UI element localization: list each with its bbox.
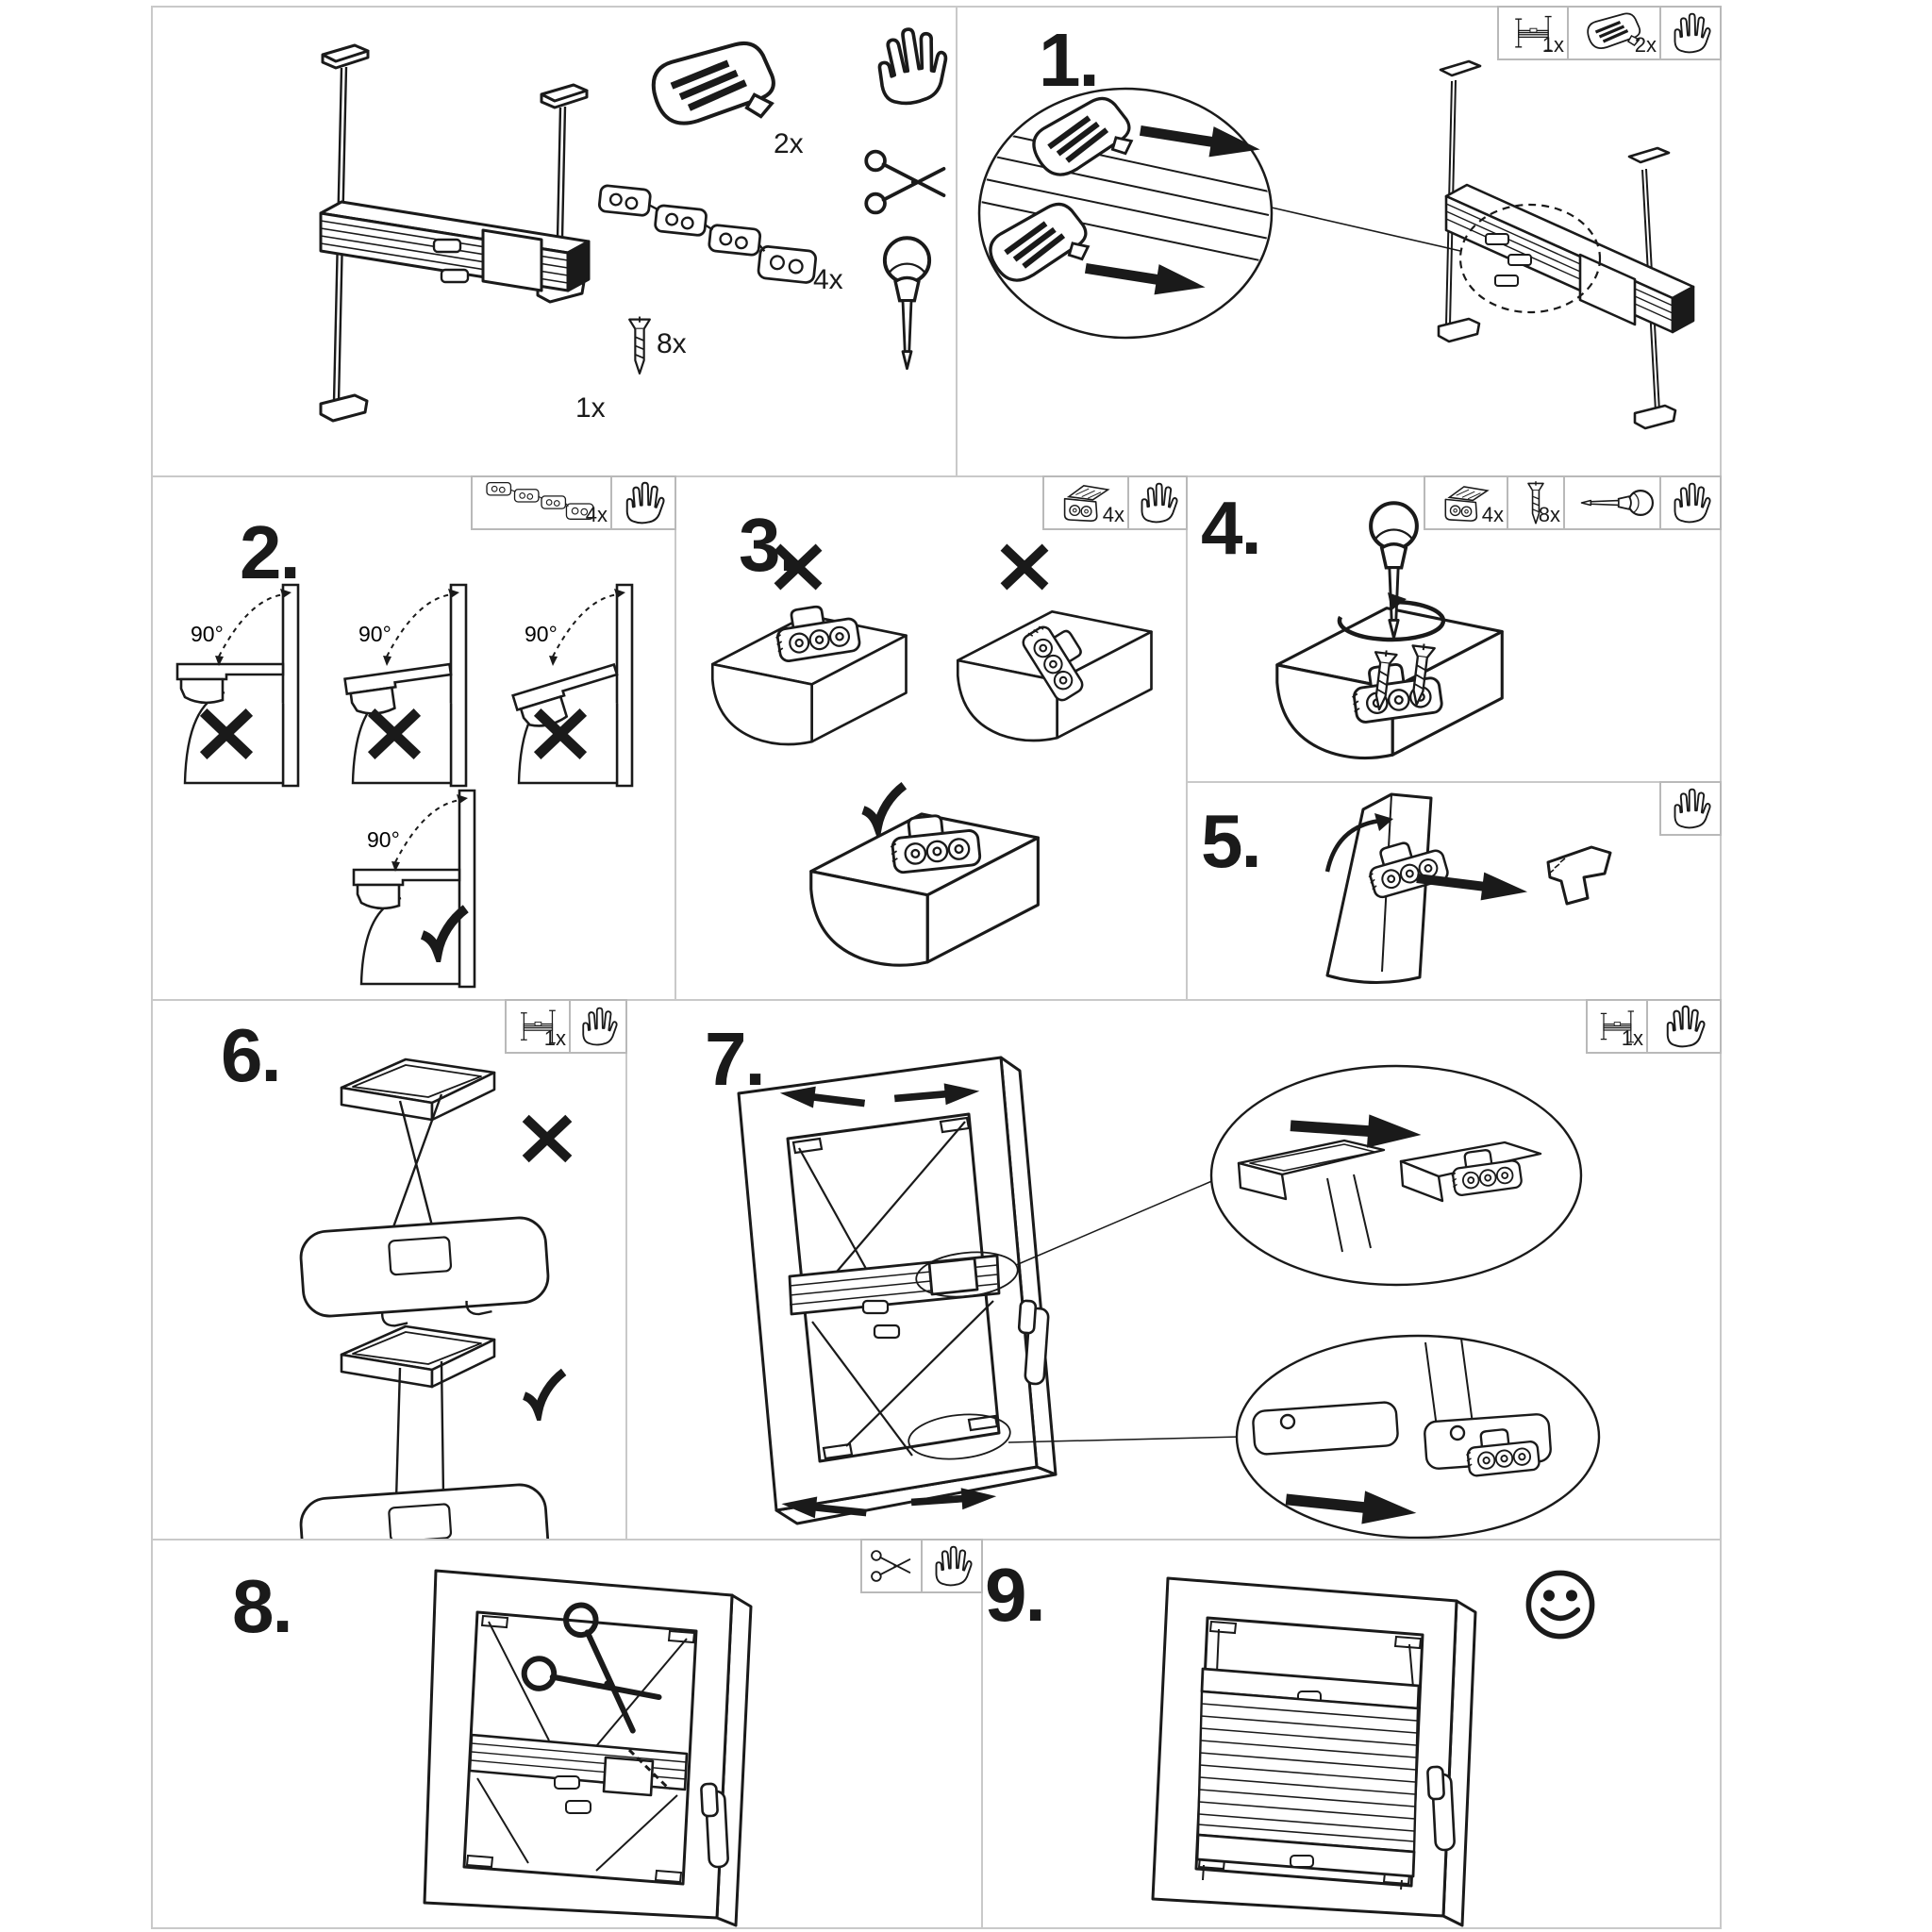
parts-overview-illustration <box>153 8 956 475</box>
angle-label: 90° <box>358 622 391 646</box>
cross-mark <box>525 1118 569 1158</box>
step-3-iconbox <box>1044 475 1188 530</box>
hand-icon <box>1670 482 1711 524</box>
iconbox-cell-hand <box>1659 6 1722 60</box>
iconbox-cell-hand <box>610 475 676 530</box>
headrail-clip-1 <box>434 240 460 252</box>
step-2-illustration <box>153 477 675 999</box>
panel-step-9 <box>981 1539 1722 1929</box>
blind-left-rail-bottom-bracket <box>321 395 367 421</box>
iconbox-cell-hand <box>1659 781 1722 836</box>
step-6-iconbox <box>507 999 627 1054</box>
panel-step-6 <box>151 999 627 1541</box>
panel-step-3 <box>675 475 1188 1001</box>
hand-icon <box>931 1545 973 1587</box>
clamp-count: 2x <box>774 128 804 159</box>
step-8-iconbox <box>862 1539 983 1593</box>
cross-mark <box>1004 547 1045 587</box>
step-7-number: 7. <box>705 1017 764 1101</box>
screwdriver-icon <box>1569 486 1656 520</box>
hand-icon <box>578 1007 618 1046</box>
clip-correct <box>888 811 980 874</box>
step-4-iconbox <box>1425 475 1722 530</box>
clip-strip-icon <box>593 185 821 283</box>
removed-cover <box>1548 847 1610 904</box>
iconbox-cell-clip-strip <box>471 475 612 530</box>
iconbox-cell-screw <box>1507 475 1565 530</box>
step-3-number: 3. <box>739 503 798 587</box>
hand-icon <box>1662 1005 1706 1048</box>
iconbox-cell-hand <box>1127 475 1188 530</box>
screw-icon <box>629 317 650 374</box>
panel-step-5 <box>1186 781 1722 1001</box>
scissors-icon <box>866 152 943 213</box>
headrail-clip-2 <box>441 270 468 282</box>
step6-wrong <box>299 1059 569 1332</box>
blind-count: 1x <box>575 392 606 424</box>
iconbox-cell-blind <box>1586 999 1648 1054</box>
check-mark <box>863 786 904 826</box>
screwdriver-icon <box>885 238 929 368</box>
step2-wrong-1 <box>177 585 298 786</box>
iconbox-cell-hand <box>1646 999 1722 1054</box>
cell-count: 4x <box>585 503 608 526</box>
iconbox-cell-clip <box>1424 475 1508 530</box>
panel-step-2 <box>151 475 676 1001</box>
iconbox-cell-hand <box>569 999 627 1054</box>
step-4-number: 4. <box>1201 486 1260 570</box>
iconbox-cell-screwdriver <box>1563 475 1661 530</box>
iconbox-cell-clip <box>1042 475 1129 530</box>
leader-line <box>1272 208 1460 251</box>
step-8-number: 8. <box>232 1564 291 1648</box>
cell-count: 1x <box>543 1026 566 1050</box>
instruction-sheet <box>151 6 1722 1929</box>
scissors-icon <box>870 1544 913 1588</box>
panel-parts-overview <box>151 6 958 477</box>
hand-icon <box>1670 788 1711 829</box>
step-5-iconbox <box>1661 781 1722 836</box>
step-9-number: 9. <box>985 1553 1044 1637</box>
iconbox-cell-blind <box>505 999 571 1054</box>
panel-step-4 <box>1186 475 1722 783</box>
step-6-number: 6. <box>221 1013 280 1097</box>
cell-count: 4x <box>1102 503 1124 526</box>
iconbox-cell-clamp <box>1567 6 1661 60</box>
step-7-iconbox <box>1588 999 1722 1054</box>
hand-icon <box>622 481 665 525</box>
step2-wrong-3 <box>513 585 632 786</box>
step-1-number: 1. <box>1039 18 1098 102</box>
clip-strip-icon <box>486 480 597 525</box>
smiley-icon <box>1528 1573 1591 1636</box>
iconbox-cell-blind <box>1497 6 1569 60</box>
step2-correct <box>354 791 475 987</box>
step-9-illustration <box>983 1541 1720 1927</box>
panel-step-1 <box>956 6 1722 477</box>
hand-icon <box>874 25 951 107</box>
iconbox-cell-hand <box>1659 475 1722 530</box>
panel-step-7 <box>625 999 1722 1541</box>
step-5-illustration <box>1188 783 1720 999</box>
step2-wrong-2 <box>345 585 466 786</box>
headrail-sleeve <box>483 230 541 291</box>
panel-step-8 <box>151 1539 983 1929</box>
cell-count: 8x <box>1538 503 1560 526</box>
cell-count: 2x <box>1634 33 1657 57</box>
angle-label: 90° <box>525 622 558 646</box>
cell-count: 1x <box>1541 33 1564 57</box>
angle-label: 90° <box>367 827 400 852</box>
step-2-number: 2. <box>240 510 299 594</box>
step-7-illustration <box>627 1001 1720 1539</box>
cell-count: 1x <box>1621 1026 1643 1050</box>
clamp-bracket-icon <box>654 43 774 124</box>
hand-icon <box>1137 482 1178 524</box>
step-2-iconbox <box>473 475 676 530</box>
check-mark <box>525 1372 564 1411</box>
screw-count: 8x <box>657 328 687 359</box>
angle-label: 90° <box>191 622 224 646</box>
hand-icon <box>1670 12 1711 54</box>
clip-strip-count: 4x <box>813 264 843 295</box>
cell-count: 4x <box>1481 503 1504 526</box>
iconbox-cell-scissors <box>860 1539 923 1593</box>
iconbox-cell-hand <box>921 1539 983 1593</box>
step-5-number: 5. <box>1201 799 1260 883</box>
step-1-iconbox <box>1499 6 1722 60</box>
